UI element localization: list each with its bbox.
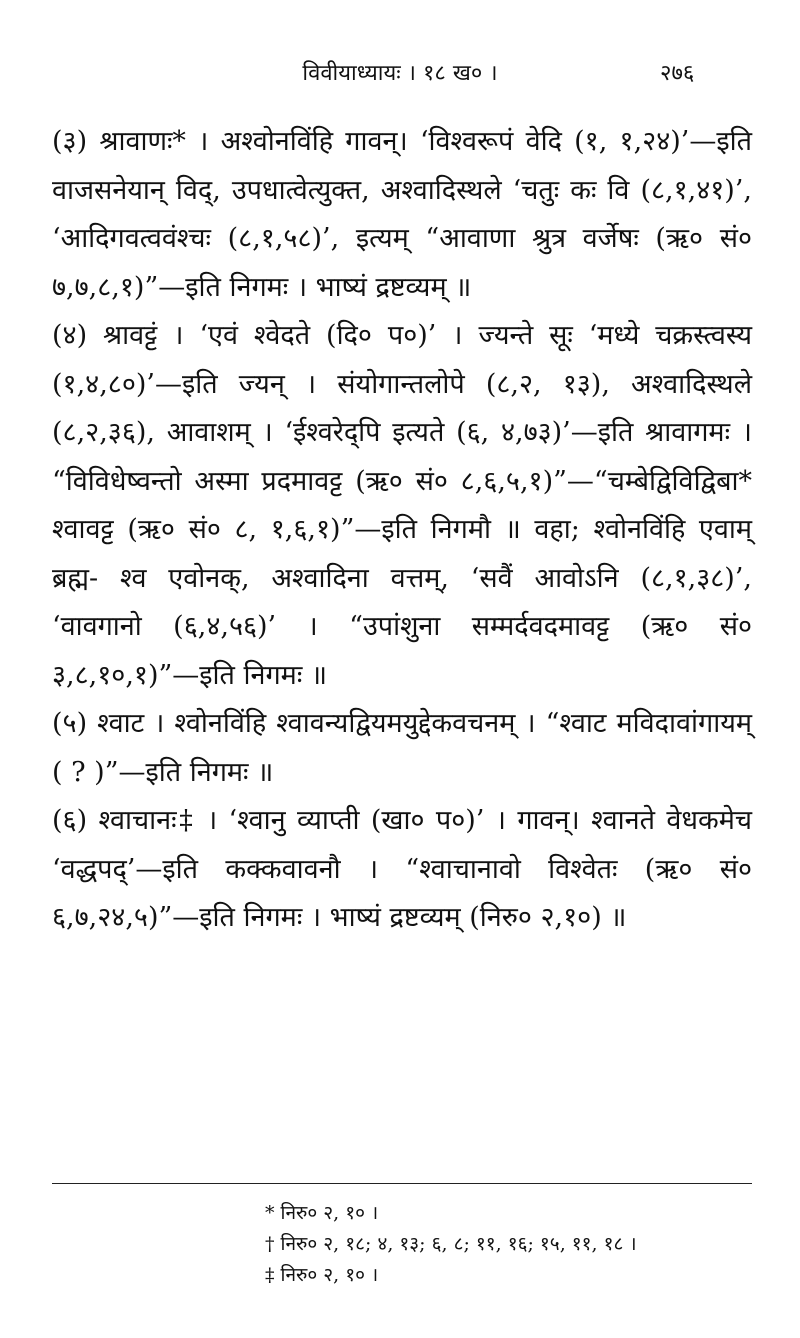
footnotes xyxy=(265,1198,765,1291)
paragraph-5: (५) श्वाट । श्वोनविंहि श्वावन्यद्वियमयुद्देकवचनम् । “श्वाट मविदावांगायम् ( ? )”—इति निगमः ॥ xyxy=(52,708,752,788)
paragraph-6: (६) श्वाचानः‡ । ‘श्वानु व्याप्ती (खा० प०)’ । गावन्। श्वानते वेधकमेच ‘वद्धपद्’—इति कक्कवावनौ । “श्वाचानावो विश्वेतः (ऋ० सं० ६,७,२४,५)”—इति निगमः । भाष्यं द्रष्टव्यम् (निरु० २,१०) ॥ xyxy=(52,805,752,933)
footnote: † निरु० २, १८; ४, १३; ६, ८; ११, १६; १५, ११, १८ । xyxy=(265,1233,637,1255)
footnote: ‡ निरु० २, १० । xyxy=(265,1264,379,1286)
page-header xyxy=(0,58,800,94)
footnote: * निरु० २, १० । xyxy=(265,1202,379,1224)
footnote-divider xyxy=(52,1183,752,1184)
paragraph-3: (३) श्रावाणः* । अश्वोनविंहि गावन्। ‘विश्वरूपं वेदि (१, १,२४)’—इति वाजसनेयान् विद्, उपधात्वेत्युक्त, अश्वादिस्थले ‘चतुः कः वि (८,१,४१)’, ‘आदिगवत्ववंश्चः (८,१,५८)’, इत्यम् “आवाणा श्रुत्र वर्जेषः (ऋ० सं० ७,७,८,१)”—इति निगमः । भाष्यं द्रष्टव्यम् ॥ xyxy=(52,126,752,303)
page-number: २७६ xyxy=(660,61,695,86)
running-title: विवीयाध्यायः । १८ ख० । xyxy=(302,61,498,86)
paragraph-4: (४) श्रावट्टं । ‘एवं श्वेदते (दि० प०)’ । ज्यन्ते सूः ‘मध्ये चक्रस्त्वस्य (१,४,८०)’—इति ज्यन् । संयोगान्तलोपे (८,२, १३), अश्वादिस्थले (८,२,३६), आवाशम् । ‘ईश्वरेद्पि इत्यते (६, ४,७३)’—इति श्रावागमः । “विविधेष्वन्तो अस्मा प्रदमावट्ट (ऋ० सं० ८,६,५,१)”—“चम्बेद्विविद्विबा* श्वावट्ट (ऋ० सं० ८, १,६,१)”—इति निगमौ ॥ वहा; श्वोनविंहि एवाम् ब्रह्म- श्व एवोनक्, अश्वादिना वत्तम्, ‘सवैं आवोऽनि (८,१,३८)’, ‘वावगानो (६,४,५६)’ । “उपांशुना सम्मर्दवदमावट्ट (ऋ० सं० ३,८,१०,१)”—इति निगमः ॥ xyxy=(52,320,752,691)
body-text xyxy=(52,118,752,943)
